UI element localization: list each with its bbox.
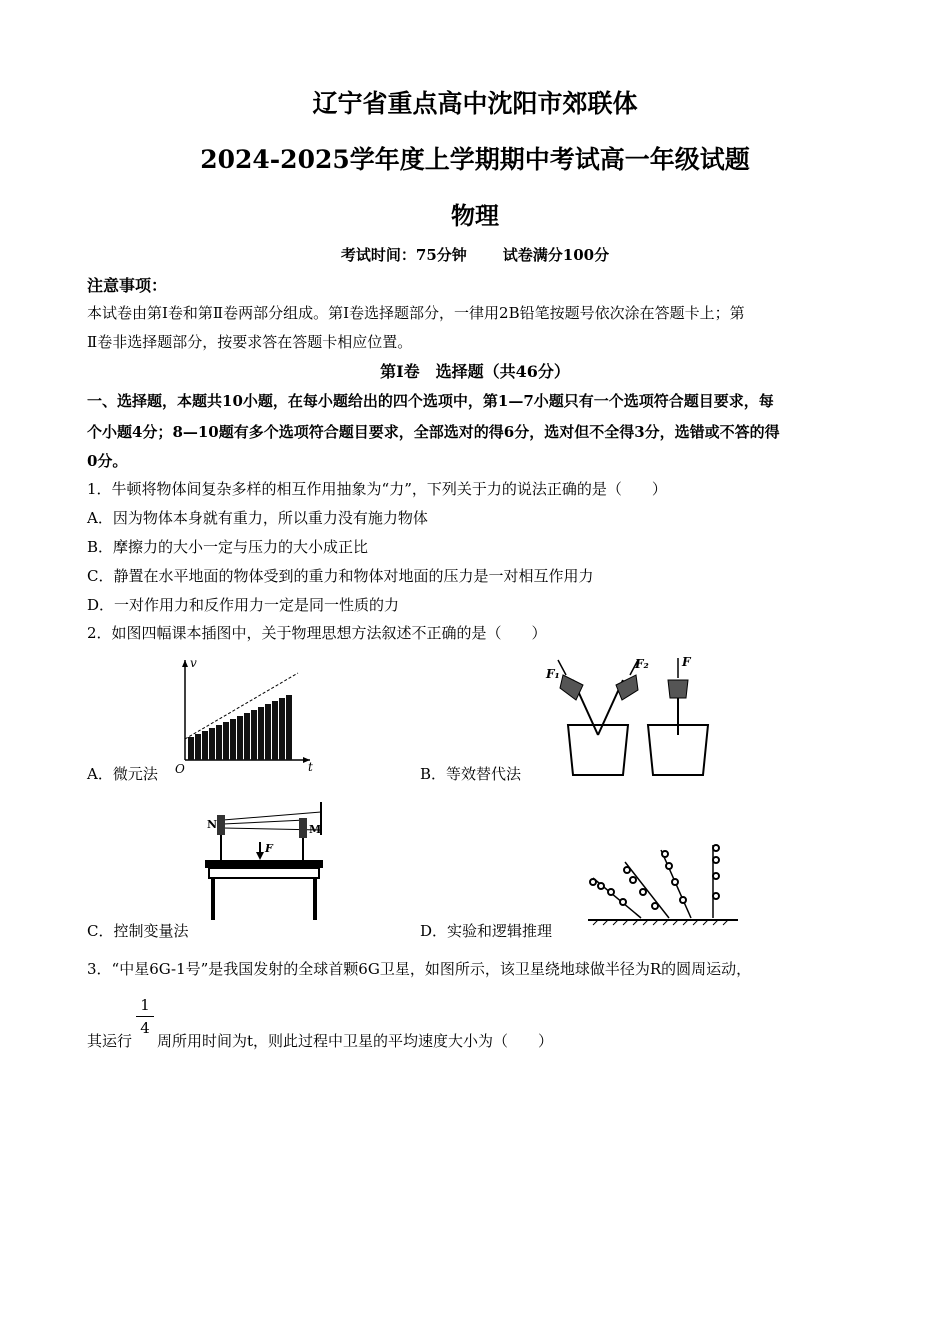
notice-line-1: 本试卷由第Ⅰ卷和第Ⅱ卷两部分组成。第Ⅰ卷选择题部分，一律用2B铅笔按题号依次涂在答题卡上；第 bbox=[87, 304, 745, 322]
exam-meta bbox=[0, 244, 950, 265]
title-line-1: 辽宁省重点高中沈阳市郊联体 bbox=[312, 89, 638, 118]
figure-c-table bbox=[195, 800, 335, 925]
q3-fraction bbox=[136, 996, 154, 1037]
q1-option-d: D．一对作用力和反作用力一定是同一性质的力 bbox=[87, 596, 400, 614]
part1-instr-3: 0分。 bbox=[87, 452, 128, 470]
fig-b-f-label: F bbox=[682, 655, 691, 669]
fig-c-n-label: N bbox=[207, 818, 218, 831]
q1-option-b: B．摩擦力的大小一定与压力的大小成正比 bbox=[87, 538, 369, 556]
q2-stem: 2．如图四幅课本插图中，关于物理思想方法叙述不正确的是（ ） bbox=[87, 624, 547, 642]
figure-d-inclines bbox=[583, 840, 743, 925]
q1-stem: 1．牛顿将物体间复杂多样的相互作用抽象为“力”，下列关于力的说法正确的是（ ） bbox=[87, 480, 667, 498]
figure-a-vt-graph bbox=[170, 655, 320, 775]
subject-title: 物理 bbox=[451, 201, 499, 230]
q1-option-a: A．因为物体本身就有重力，所以重力没有施力物体 bbox=[87, 509, 428, 527]
fig-b-f2-label: F₂ bbox=[635, 657, 649, 671]
part1-instr-1: 一、选择题，本题共10小题，在每小题给出的四个选项中，第1—7小题只有一个选项符合题目要求，每 bbox=[87, 392, 774, 410]
title-line-2: 2024-2025学年度上学期期中考试高一年级试题 bbox=[200, 145, 750, 174]
figure-b-cups bbox=[538, 650, 718, 780]
notice-line-2: Ⅱ卷非选择题部分，按要求答在答题卡相应位置。 bbox=[87, 333, 413, 351]
full-score: 试卷满分100分 bbox=[502, 246, 610, 264]
fig-c-m-label: M bbox=[309, 823, 322, 836]
fig-c-f-label: F bbox=[265, 842, 273, 855]
q3-prefix: 其运行 bbox=[87, 1032, 133, 1050]
q2-option-c: C．控制变量法 bbox=[87, 922, 189, 940]
part1-title: 第Ⅰ卷 选择题（共46分） bbox=[380, 362, 570, 381]
q2-option-b: B．等效替代法 bbox=[420, 765, 522, 783]
fig-b-f1-label: F₁ bbox=[546, 667, 560, 681]
q3-fraction-numerator: 1 bbox=[140, 996, 150, 1014]
fig-a-v-label: v bbox=[190, 656, 197, 670]
q2-option-a: A．微元法 bbox=[87, 765, 158, 783]
q3-stem-line-1: 3．“中星6G-1号”是我国发射的全球首颗6G卫星，如图所示，该卫星绕地球做半径为R的圆周运动， bbox=[87, 960, 752, 978]
notice-heading: 注意事项： bbox=[87, 276, 168, 295]
q1-option-c: C．静置在水平地面的物体受到的重力和物体对地面的压力是一对相互作用力 bbox=[87, 567, 594, 585]
part1-instr-2: 个小题4分；8—10题有多个选项符合题目要求，全部选对的得6分，选对但不全得3分，选错或不答的得 bbox=[87, 423, 780, 441]
q3-fraction-denominator: 4 bbox=[140, 1019, 150, 1037]
q3-suffix: 周所用时间为t，则此过程中卫星的平均速度大小为（ ） bbox=[157, 1032, 554, 1050]
fig-a-origin-label: O bbox=[175, 762, 185, 776]
q3-fraction-bar bbox=[136, 1016, 154, 1017]
fig-a-t-label: t bbox=[308, 760, 313, 774]
q2-option-d: D．实验和逻辑推理 bbox=[420, 922, 553, 940]
exam-time: 考试时间：75分钟 bbox=[340, 246, 467, 264]
